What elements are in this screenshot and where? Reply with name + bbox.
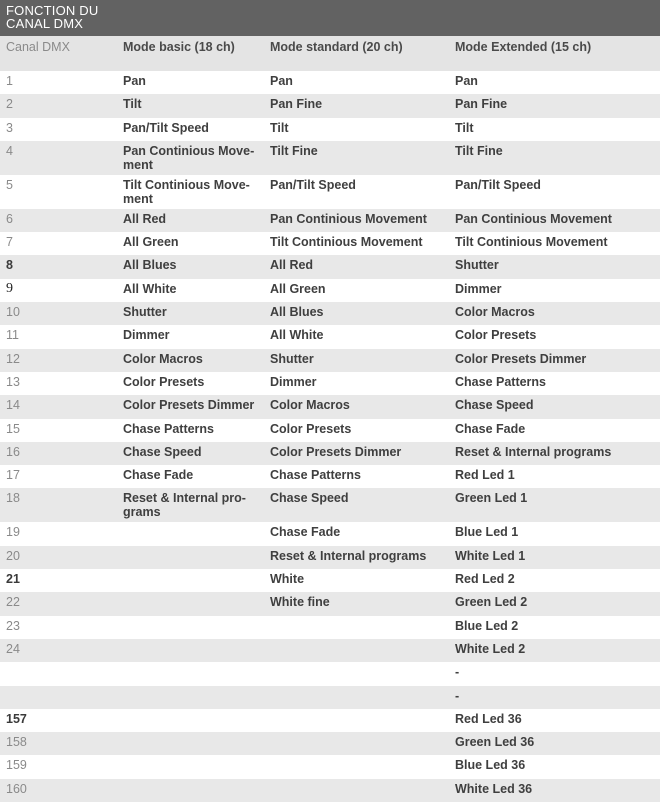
- mode-basic-cell: All Blues: [123, 258, 177, 273]
- mode-basic-cell: [117, 569, 264, 592]
- table-row: [0, 616, 660, 639]
- mode-basic-cell: All Red: [123, 211, 167, 226]
- mode-extended-cell: Red Led 2: [455, 572, 515, 587]
- table-header-row: [0, 36, 660, 71]
- mode-standard-cell: Shutter: [270, 351, 314, 366]
- mode-standard-cell: [264, 686, 449, 709]
- mode-extended-cell: Blue Led 2: [455, 618, 519, 633]
- mode-basic-cell: All White: [123, 281, 177, 296]
- table-row: [0, 279, 660, 302]
- table-row: [0, 395, 660, 418]
- mode-extended-cell: Chase Patterns: [455, 374, 547, 389]
- mode-standard-cell: Tilt: [270, 120, 289, 135]
- table-row: [0, 325, 660, 348]
- channel-cell: 17: [6, 468, 20, 483]
- mode-extended-cell: Tilt Continious Movement: [455, 235, 608, 250]
- mode-extended-cell: Tilt Fine: [455, 143, 503, 158]
- table-row: [0, 118, 660, 141]
- mode-basic-cell: [117, 686, 264, 709]
- mode-extended-cell: Tilt: [455, 120, 474, 135]
- channel-cell: 158: [6, 735, 27, 750]
- mode-extended-cell: Green Led 1: [455, 491, 528, 506]
- dmx-channel-table: [0, 36, 660, 802]
- mode-basic-cell: Color Presets Dimmer: [123, 398, 255, 413]
- mode-extended-cell: Pan Continious Movement: [455, 211, 612, 226]
- mode-standard-cell: Reset & Internal programs: [270, 548, 427, 563]
- mode-extended-cell: Color Macros: [455, 305, 535, 320]
- table-row: [0, 639, 660, 662]
- mode-standard-cell: Chase Patterns: [270, 468, 362, 483]
- channel-cell: 16: [6, 444, 20, 459]
- mode-standard-cell: [264, 779, 449, 802]
- table-row: [0, 302, 660, 325]
- table-row: [0, 349, 660, 372]
- mode-extended-cell: Pan/Tilt Speed: [455, 177, 541, 192]
- mode-extended-cell: White Led 1: [455, 548, 526, 563]
- column-header-extended: Mode Extended (15 ch): [455, 40, 592, 54]
- mode-basic-cell: [117, 546, 264, 569]
- mode-basic-cell: Pan/Tilt Speed: [123, 120, 209, 135]
- mode-extended-cell: Blue Led 36: [455, 758, 526, 773]
- channel-cell: [0, 662, 117, 685]
- channel-cell: [0, 686, 117, 709]
- table-row: [0, 569, 660, 592]
- mode-basic-cell: Pan: [123, 74, 146, 88]
- mode-standard-cell: White: [270, 572, 305, 587]
- mode-extended-cell: Green Led 2: [455, 595, 528, 610]
- table-row: [0, 141, 660, 175]
- mode-basic-cell: All Green: [123, 235, 179, 250]
- table-row: [0, 546, 660, 569]
- table-body: [0, 71, 660, 802]
- mode-extended-cell: White Led 2: [455, 641, 526, 656]
- mode-extended-cell: Blue Led 1: [455, 525, 519, 540]
- mode-basic-cell: [117, 732, 264, 755]
- mode-extended-cell: Shutter: [455, 258, 499, 273]
- mode-standard-cell: All Red: [270, 258, 314, 273]
- mode-standard-cell: All White: [270, 328, 324, 343]
- mode-extended-cell: Red Led 36: [455, 711, 522, 726]
- mode-standard-cell: Pan: [270, 74, 293, 88]
- mode-standard-cell: [264, 755, 449, 778]
- channel-cell: 22: [6, 595, 20, 610]
- mode-standard-cell: [264, 709, 449, 732]
- table-row: [0, 372, 660, 395]
- mode-basic-cell: Tilt Continious Move- ment: [123, 177, 250, 206]
- mode-basic-cell: Color Macros: [123, 351, 203, 366]
- channel-cell: 21: [6, 572, 20, 587]
- mode-basic-cell: [117, 709, 264, 732]
- mode-basic-cell: Dimmer: [123, 328, 170, 343]
- table-row: [0, 71, 660, 94]
- table-row: [0, 662, 660, 685]
- mode-basic-cell: [117, 779, 264, 802]
- mode-standard-cell: All Green: [270, 281, 326, 296]
- table-row: [0, 465, 660, 488]
- mode-basic-cell: [117, 616, 264, 639]
- table-row: [0, 522, 660, 545]
- mode-basic-cell: Chase Patterns: [123, 421, 215, 436]
- channel-cell: 15: [6, 421, 20, 436]
- channel-cell: 5: [6, 177, 13, 192]
- channel-cell: 8: [6, 258, 13, 273]
- channel-cell: 157: [6, 711, 27, 726]
- mode-basic-cell: Chase Speed: [123, 444, 202, 459]
- mode-standard-cell: Tilt Fine: [270, 143, 318, 158]
- mode-basic-cell: Color Presets: [123, 374, 205, 389]
- channel-cell: 20: [6, 548, 20, 563]
- mode-extended-cell: Color Presets: [455, 328, 537, 343]
- mode-extended-cell: Pan: [455, 74, 478, 88]
- mode-standard-cell: Chase Speed: [270, 491, 349, 506]
- mode-extended-cell: -: [455, 665, 460, 680]
- mode-basic-cell: Reset & Internal pro- grams: [123, 491, 246, 520]
- mode-extended-cell: Reset & Internal programs: [455, 444, 612, 459]
- channel-cell: 10: [6, 305, 20, 320]
- table-row: [0, 209, 660, 232]
- table-row: [0, 232, 660, 255]
- table-row: [0, 488, 660, 522]
- table-row: [0, 175, 660, 209]
- mode-standard-cell: Color Presets: [270, 421, 352, 436]
- channel-cell: 12: [6, 351, 20, 366]
- channel-cell: 4: [6, 143, 13, 158]
- mode-standard-cell: [264, 662, 449, 685]
- mode-basic-cell: [117, 639, 264, 662]
- mode-standard-cell: [264, 732, 449, 755]
- mode-extended-cell: Pan Fine: [455, 97, 508, 112]
- channel-cell: 160: [6, 781, 27, 796]
- channel-cell: 9: [6, 280, 13, 296]
- channel-cell: 2: [6, 97, 13, 112]
- channel-cell: 1: [6, 74, 13, 88]
- mode-standard-cell: Pan/Tilt Speed: [270, 177, 356, 192]
- mode-standard-cell: Color Presets Dimmer: [270, 444, 402, 459]
- table-row: [0, 732, 660, 755]
- mode-extended-cell: White Led 36: [455, 781, 533, 796]
- mode-standard-cell: Pan Fine: [270, 97, 323, 112]
- mode-basic-cell: [117, 662, 264, 685]
- channel-cell: 3: [6, 120, 13, 135]
- channel-cell: 7: [6, 235, 13, 250]
- channel-cell: 19: [6, 525, 20, 540]
- channel-cell: 13: [6, 374, 20, 389]
- channel-cell: 6: [6, 211, 13, 226]
- mode-basic-cell: Pan Continious Move- ment: [123, 143, 255, 172]
- mode-extended-cell: Dimmer: [455, 281, 502, 296]
- mode-standard-cell: [264, 616, 449, 639]
- table-row: [0, 255, 660, 278]
- channel-cell: 11: [6, 328, 19, 343]
- channel-cell: 159: [6, 758, 27, 773]
- mode-extended-cell: Chase Speed: [455, 398, 534, 413]
- table-title: FONCTION DU CANAL DMX: [0, 0, 660, 36]
- mode-extended-cell: Color Presets Dimmer: [455, 351, 587, 366]
- mode-basic-cell: Tilt: [123, 97, 142, 112]
- mode-basic-cell: [117, 522, 264, 545]
- mode-basic-cell: [117, 755, 264, 778]
- mode-standard-cell: Chase Fade: [270, 525, 341, 540]
- table-row: [0, 709, 660, 732]
- mode-standard-cell: Tilt Continious Movement: [270, 235, 423, 250]
- mode-standard-cell: [264, 639, 449, 662]
- table-row: [0, 442, 660, 465]
- mode-standard-cell: All Blues: [270, 305, 324, 320]
- mode-standard-cell: White fine: [270, 595, 330, 610]
- column-header-standard: Mode standard (20 ch): [270, 40, 403, 54]
- mode-extended-cell: Green Led 36: [455, 735, 535, 750]
- table-row: [0, 686, 660, 709]
- mode-extended-cell: -: [455, 688, 460, 703]
- channel-cell: 18: [6, 491, 20, 506]
- channel-cell: 23: [6, 618, 20, 633]
- mode-basic-cell: Shutter: [123, 305, 167, 320]
- column-header-basic: Mode basic (18 ch): [123, 40, 235, 54]
- mode-standard-cell: Pan Continious Movement: [270, 211, 427, 226]
- mode-basic-cell: Chase Fade: [123, 468, 194, 483]
- table-row: [0, 592, 660, 615]
- mode-standard-cell: Dimmer: [270, 374, 317, 389]
- channel-cell: 24: [6, 641, 20, 656]
- mode-extended-cell: Chase Fade: [455, 421, 526, 436]
- mode-extended-cell: Red Led 1: [455, 468, 515, 483]
- mode-basic-cell: [117, 592, 264, 615]
- column-header-channel: Canal DMX: [6, 40, 70, 54]
- mode-standard-cell: Color Macros: [270, 398, 350, 413]
- table-row: [0, 779, 660, 802]
- table-row: [0, 94, 660, 117]
- table-row: [0, 755, 660, 778]
- table-row: [0, 419, 660, 442]
- channel-cell: 14: [6, 398, 20, 413]
